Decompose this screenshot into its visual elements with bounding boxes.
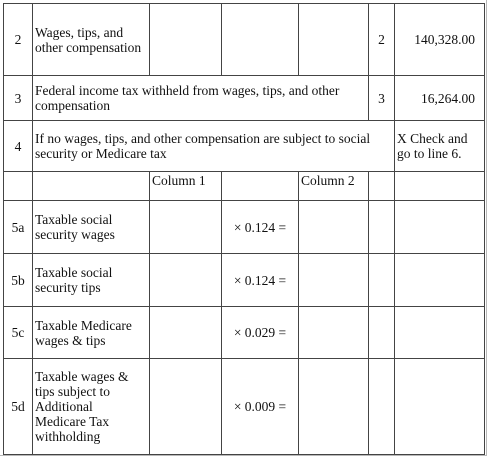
- line-number: 4: [4, 121, 33, 172]
- multiplier: × 0.009 =: [222, 359, 299, 455]
- check-cell: [395, 121, 485, 172]
- empty-cell: [299, 4, 369, 76]
- column-1-header: Column 1: [150, 172, 222, 201]
- line-number: 5d: [4, 359, 33, 455]
- empty-cell: [369, 201, 395, 254]
- empty-cell: [4, 172, 33, 201]
- empty-cell: [150, 4, 222, 76]
- line-label: Taxable wages & tips subject to Additional Medicare Tax withholding: [33, 359, 150, 455]
- empty-cell: [395, 201, 485, 254]
- row-line-5d: [4, 359, 485, 455]
- line-number: 5a: [4, 201, 33, 254]
- column-2-input[interactable]: [299, 201, 369, 254]
- column-1-input[interactable]: [150, 201, 222, 254]
- column-1-input[interactable]: [150, 307, 222, 359]
- empty-cell: [33, 172, 150, 201]
- line-number: 5b: [4, 254, 33, 307]
- column-1-input[interactable]: [150, 254, 222, 307]
- empty-cell: [369, 254, 395, 307]
- column-2-input[interactable]: [299, 254, 369, 307]
- row-line-3: [4, 76, 485, 121]
- empty-cell: [369, 172, 395, 201]
- empty-cell: [222, 172, 299, 201]
- amount-value: 140,328.00: [395, 4, 485, 76]
- box-number: 2: [369, 4, 395, 76]
- line-label: Wages, tips, and other compensation: [33, 4, 150, 76]
- empty-cell: [369, 359, 395, 455]
- row-line-2: [4, 4, 485, 76]
- column-2-header: Column 2: [299, 172, 369, 201]
- empty-cell: [395, 172, 485, 201]
- check-text-1: X Check and: [397, 131, 468, 146]
- check-text-2: go to line 6.: [397, 146, 462, 161]
- line-label: Federal income tax withheld from wages, tips, and other compensation: [33, 76, 369, 121]
- empty-cell: [369, 307, 395, 359]
- empty-cell: [395, 359, 485, 455]
- tax-form-table: [3, 3, 485, 455]
- line-label: Taxable Medicare wages & tips: [33, 307, 150, 359]
- line-label: Taxable social security tips: [33, 254, 150, 307]
- row-line-5c: [4, 307, 485, 359]
- empty-cell: [395, 307, 485, 359]
- empty-cell: [222, 4, 299, 76]
- line-label: If no wages, tips, and other compensation are subject to social security or Medicare tax: [33, 121, 395, 172]
- column-1-input[interactable]: [150, 359, 222, 455]
- line-number: 3: [4, 76, 33, 121]
- line-number: 5c: [4, 307, 33, 359]
- multiplier: × 0.124 =: [222, 254, 299, 307]
- row-line-5b: [4, 254, 485, 307]
- empty-cell: [395, 254, 485, 307]
- column-2-input[interactable]: [299, 359, 369, 455]
- row-line-5a: [4, 201, 485, 254]
- multiplier: × 0.124 =: [222, 201, 299, 254]
- amount-value: 16,264.00: [395, 76, 485, 121]
- row-column-headers: [4, 172, 485, 201]
- line-label: Taxable social security wages: [33, 201, 150, 254]
- row-line-4: [4, 121, 485, 172]
- multiplier: × 0.029 =: [222, 307, 299, 359]
- column-2-input[interactable]: [299, 307, 369, 359]
- box-number: 3: [369, 76, 395, 121]
- line-number: 2: [4, 4, 33, 76]
